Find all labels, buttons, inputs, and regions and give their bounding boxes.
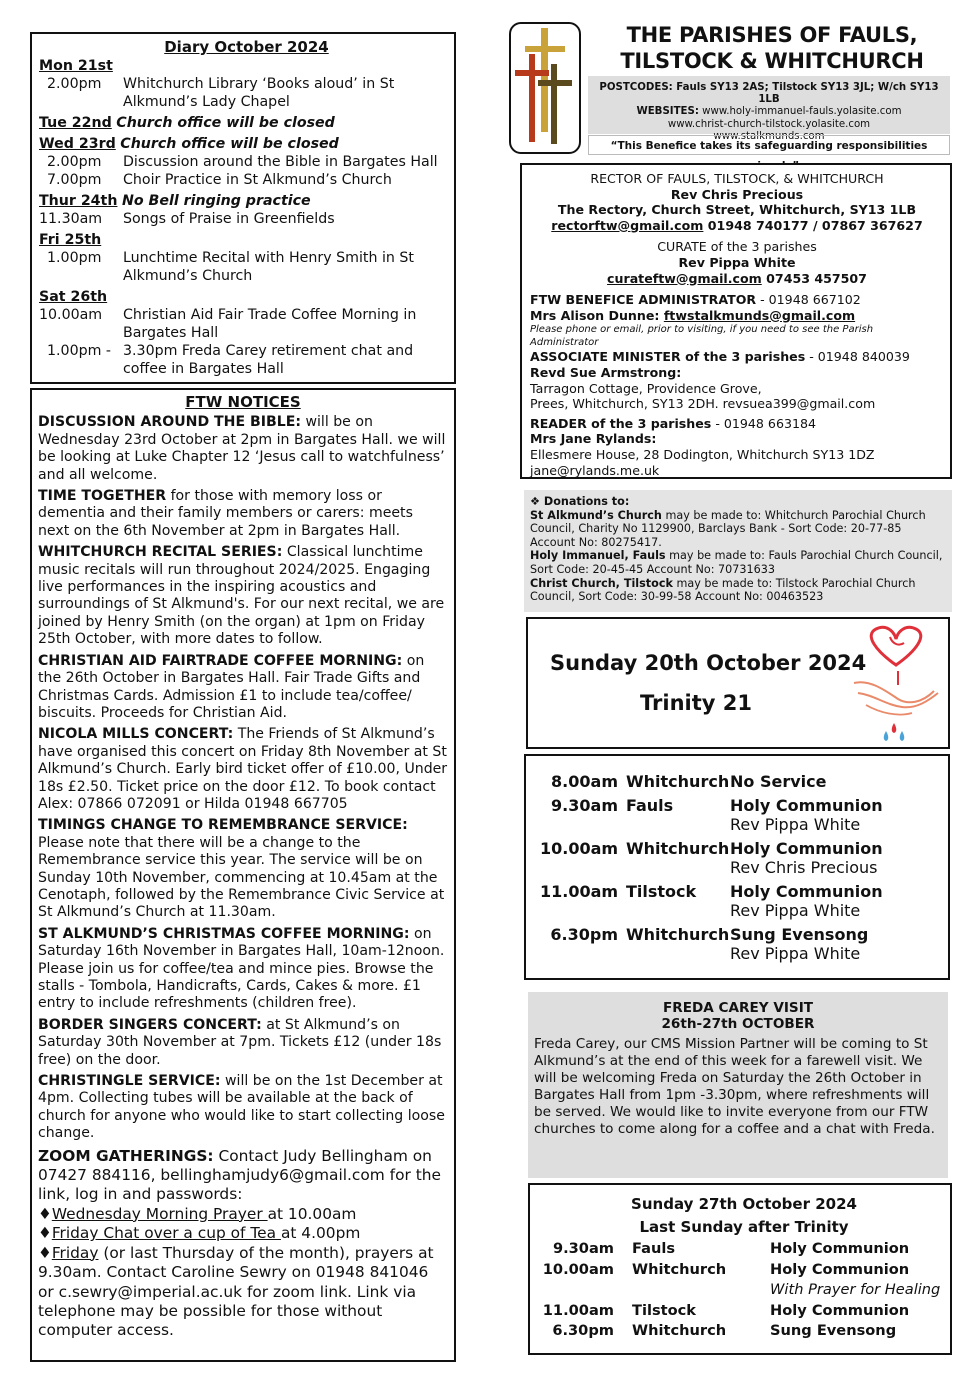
diary-text: Choir Practice in St Alkmund’s Church <box>123 172 392 188</box>
diary-box <box>30 32 456 384</box>
sunday-date: Sunday 27th October 2024 <box>631 1195 857 1213</box>
diary-note: Church office will be closed <box>116 115 335 131</box>
admin-email-link[interactable]: ftwstalkmunds@gmail.com <box>663 307 856 323</box>
diary-time: 7.00pm <box>47 172 102 188</box>
websites-label: WEBSITES: <box>636 106 699 118</box>
diary-day-label: Thur 24th <box>39 193 118 209</box>
service-name: Holy Communion <box>770 1260 910 1278</box>
service-row <box>538 1260 950 1281</box>
bullet-icon: ♦ <box>38 1243 52 1262</box>
freda-body: Freda Carey, our CMS Mission Partner will be coming to St Alkmund’s at the end of this week for a farewell visit. We will be welcoming Freda on Saturday the 26th October in Bargates Hall from 1pm -3.30pm, where refreshments will be served. We would like to invite everyone from our FTW churches to come along for a coffee and a chat with Freda. <box>534 1036 935 1137</box>
diary-text: Discussion around the Bible in Bargates Hall <box>123 154 438 170</box>
freda-title: FREDA CAREY VISIT <box>662 1000 814 1016</box>
service-place: Fauls <box>632 1240 676 1257</box>
service-name: No Service <box>730 772 827 791</box>
notice-body: Please note that there will be a change to the Remembrance service this year. The service will be on Sunday 10th November, commencing at 10.45am at the Cenotaph, followed by the Remembrance Civic Service at St Alkmund’s Church at 11.30am. <box>38 834 445 921</box>
diary-day <box>39 135 454 189</box>
info-panel <box>588 76 950 142</box>
service-row <box>540 772 948 792</box>
service-name: Holy Communion <box>770 1301 910 1319</box>
curate-title: CURATE of the 3 parishes <box>657 239 817 255</box>
notice-item <box>38 414 448 484</box>
service-name: Holy Communion <box>730 838 883 858</box>
service-place: Whitchurch <box>626 838 730 858</box>
service-row <box>538 1239 950 1260</box>
website-link[interactable]: www.christ-church-tilstock.yolasite.com <box>667 118 871 130</box>
notice-item <box>38 488 448 540</box>
sunday-27-box <box>528 1183 952 1355</box>
freda-visit-panel <box>528 992 948 1178</box>
diary-note: No Bell ringing practice <box>121 193 311 209</box>
curate-email-link[interactable]: curateftw@gmail.com <box>607 270 762 286</box>
diary-day-label: Mon 21st <box>39 58 113 74</box>
title-line: THE PARISHES OF FAULS, <box>626 23 918 47</box>
sunday-date: Sunday 20th October 2024 <box>550 651 867 675</box>
service-time: 6.30pm <box>552 1322 614 1340</box>
zoom-link-friday-prayers[interactable]: Friday <box>51 1243 99 1262</box>
notice-head: ST ALKMUND’S CHRISTMAS COFFEE MORNING: <box>38 925 410 942</box>
safeguarding-tagline: “This Benefice takes its safeguarding responsibilities <box>588 135 950 155</box>
notice-item <box>38 653 448 723</box>
diary-day-label: Tue 22nd <box>39 115 112 131</box>
notice-item <box>38 1073 448 1143</box>
service-time: 10.00am <box>540 838 619 858</box>
rector-name: Rev Chris Precious <box>670 186 804 202</box>
service-place: Whitchurch <box>626 772 730 791</box>
diary-day <box>39 114 454 132</box>
assoc-address: Prees, Whitchurch, SY13 2DH. revsuea399@gmail.com <box>530 396 876 412</box>
service-place: Tilstock <box>626 881 697 901</box>
curate-name: Rev Pippa White <box>678 254 796 270</box>
heart-hands-icon <box>846 621 946 747</box>
notice-head: TIME TOGETHER <box>38 488 167 505</box>
service-place: Whitchurch <box>632 1322 727 1340</box>
donation-item <box>530 509 946 550</box>
diary-day <box>39 231 454 285</box>
reader-phone: - 01948 663184 <box>711 415 817 431</box>
rector-email-link[interactable]: rectorftw@gmail.com <box>551 217 704 233</box>
notice-item <box>38 926 448 1013</box>
assoc-title: ASSOCIATE MINISTER of the 3 parishes <box>530 349 806 365</box>
admin-phone: - 01948 667102 <box>756 292 861 308</box>
service-name: Sung Evensong <box>730 924 869 944</box>
website-link[interactable]: www.stalkmunds.com <box>713 130 825 142</box>
rector-title: RECTOR OF FAULS, TILSTOCK, & WHITCHURCH <box>590 171 884 186</box>
diary-time: 2.00pm <box>47 154 102 170</box>
zoom-text: (or last Thursday of the month), prayers at 9.30am. Contact Caroline Sewry on 01948 841046 or c.sewry@imperial.ac.uk for zoom link. Link via telephone may be possible for those without computer access. <box>38 1243 434 1340</box>
service-time: 9.30am <box>552 1240 614 1257</box>
rector-address: The Rectory, Church Street, Whitchurch, SY13 1LB <box>557 202 917 218</box>
admin-note: Please phone or email, prior to visiting, if you need to see the Parish Administrator <box>530 324 874 349</box>
service-time: 11.00am <box>542 1301 614 1319</box>
service-row <box>540 796 948 835</box>
donation-text: may be made to: Tilstock Parochial Church Council, Sort Code: 30-99-58 Account No: 00463523 <box>530 576 916 604</box>
diary-day-label: Wed 23rd <box>39 136 116 152</box>
notice-body: on the 26th October in Bargates Hall. Fair Trade Gifts and Christmas Cards. Admission £1 to include tea/coffee/ biscuits. Proceeds for Christian Aid. <box>38 652 425 721</box>
notice-head: DISCUSSION AROUND THE BIBLE: <box>38 414 301 431</box>
diary-time: 1.00pm <box>47 250 102 266</box>
title-line: TILSTOCK & WHITCHURCH <box>620 49 924 73</box>
crosses-icon <box>511 24 578 151</box>
notice-head: BORDER SINGERS CONCERT: <box>38 1016 262 1033</box>
service-row <box>538 1301 950 1322</box>
service-minister: Rev Pippa White <box>730 901 861 920</box>
service-note: With Prayer for Healing <box>770 1281 941 1299</box>
diary-time: 2.00pm <box>47 76 102 92</box>
service-name: Holy Communion <box>770 1240 910 1257</box>
service-name: Holy Communion <box>730 881 883 901</box>
diary-note: Church office will be closed <box>120 136 339 152</box>
page-title <box>590 22 954 74</box>
notice-item <box>38 726 448 813</box>
notice-body: The Friends of St Alkmund’s have organised this concert on Friday 8th November at St Alkmund’s Church. Early bird ticket offer of £10.00, Under 18s £2.50. Ticket price on the door £12. To book contact Alex: 07866 072091 or Hilda 01948 667705 <box>38 726 448 812</box>
diary-text: Christian Aid Fair Trade Coffee Morning in Bargates Hall <box>123 307 417 341</box>
diary-day <box>39 57 454 111</box>
crosses-logo <box>509 22 581 154</box>
notice-head: ZOOM GATHERINGS: <box>38 1146 214 1165</box>
sunday-20-services <box>524 754 950 980</box>
service-name: Holy Communion <box>730 795 883 815</box>
notice-body: Contact Judy Bellingham on 07427 884116, bellinghamjudy6@gmail.com for the link, log in and passwords: <box>38 1146 441 1204</box>
service-row <box>538 1321 950 1342</box>
service-time: 9.30am <box>551 795 618 815</box>
zoom-link-wednesday-prayer[interactable]: Wednesday Morning Prayer <box>51 1204 268 1223</box>
diary-time: 11.30am <box>39 211 103 227</box>
notice-body: on Saturday 16th November in Bargates Hall, 10am-12noon. Please join us for coffee/tea and mince pies. Browse the stalls - Tombola, Handicrafts, Cards, Cakes & more. £1 entry to include refreshments (children free). <box>38 925 445 1012</box>
service-time: 6.30pm <box>550 924 618 944</box>
service-minister: Rev Pippa White <box>730 815 861 834</box>
assoc-phone: - 01948 840039 <box>805 349 910 365</box>
service-minister: Rev Chris Precious <box>730 858 878 877</box>
service-time: 8.00am <box>551 772 618 791</box>
assoc-name: Revd Sue Armstrong: <box>530 364 682 380</box>
zoom-link-friday-chat[interactable]: Friday Chat over a cup of Tea <box>51 1224 281 1243</box>
contacts-box <box>520 163 952 479</box>
notices-box <box>30 388 456 1362</box>
diary-day <box>39 192 454 228</box>
service-place: Whitchurch <box>626 924 730 944</box>
diary-text: Songs of Praise in Greenfields <box>123 211 335 227</box>
admin-name: Mrs Alison Dunne: <box>530 307 664 323</box>
notice-head: CHRISTINGLE SERVICE: <box>38 1073 221 1090</box>
notice-item <box>38 817 448 921</box>
service-place: Tilstock <box>632 1301 697 1319</box>
donation-item <box>530 549 946 576</box>
bullet-icon: ♦ <box>38 1204 52 1223</box>
notice-body: will be on the 1st December at 4pm. Collecting tubes will be available at the back of church for anyone who would like to start collecting loose change. <box>38 1073 445 1142</box>
sunday-20-box <box>526 617 950 749</box>
notice-head: CHRISTIAN AID FAIRTRADE COFFEE MORNING: <box>38 652 403 669</box>
donation-text: may be made to: Whitchurch Parochial Church Council, Charity No 1129900, Barclays Bank - Sort Code: 20-77-85 Account No: 80275417. <box>530 508 926 549</box>
admin-title: FTW BENEFICE ADMINISTRATOR <box>530 292 757 308</box>
reader-address: Ellesmere House, 28 Dodington, Whitchurch SY13 1DZ <box>530 446 875 462</box>
notice-body: will be on Wednesday 23rd October at 2pm in Bargates Hall. we will be looking at Luke Chapter 12 ‘Jesus call to watchfulness’ and all welcome. <box>38 414 446 483</box>
service-place: Whitchurch <box>632 1260 727 1278</box>
notice-item <box>38 544 448 648</box>
donations-title: ❖ Donations to: <box>530 495 630 508</box>
diary-time: 1.00pm - <box>47 343 112 359</box>
diary-title: Diary October 2024 <box>164 38 329 56</box>
diary-day <box>39 288 454 378</box>
rector-phone: 01948 740177 / 07867 367627 <box>703 217 923 233</box>
donations-panel <box>524 490 952 612</box>
curate-phone: 07453 457507 <box>761 270 867 286</box>
diary-day-label: Fri 25th <box>39 232 102 248</box>
notice-body: at St Alkmund’s on Saturday 30th November at 7pm. Tickets £12 (under 18s free) on the door. <box>38 1016 442 1068</box>
reader-email[interactable]: jane@rylands.me.uk <box>530 462 660 478</box>
service-minister: Rev Pippa White <box>730 944 861 963</box>
diary-text: Lunchtime Recital with Henry Smith in St Alkmund’s Church <box>123 250 414 284</box>
notice-head: TIMINGS CHANGE TO REMEMBRANCE SERVICE: <box>38 817 408 834</box>
notice-head: WHITCHURCH RECITAL SERIES: <box>38 544 283 561</box>
donation-church: Holy Immanuel, Fauls <box>530 549 666 563</box>
service-place: Fauls <box>626 795 674 815</box>
notice-body: for those with memory loss or dementia and their family members or carers: meets next on the 6th November at 2pm in Bargates Hall. <box>38 488 413 539</box>
zoom-time: at 4.00pm <box>280 1224 361 1243</box>
postcodes: POSTCODES: Fauls SY13 2AS; Tilstock SY13 3JL; W/ch SY13 1LB <box>599 82 939 106</box>
reader-name: Mrs Jane Rylands: <box>530 431 657 447</box>
diary-text: Whitchurch Library ‘Books aloud’ in St Alkmund’s Lady Chapel <box>123 76 395 110</box>
sunday-name: Last Sunday after Trinity <box>639 1218 849 1236</box>
assoc-address: Tarragon Cottage, Providence Grove, <box>530 380 762 396</box>
service-time: 10.00am <box>542 1260 614 1278</box>
notice-head: NICOLA MILLS CONCERT: <box>38 726 234 743</box>
service-row <box>540 882 948 921</box>
zoom-time: at 10.00am <box>267 1204 357 1223</box>
notice-body: Classical lunchtime music recitals will run throughout 2024/2025. Engaging live performances in the inspiring acoustics and surroundings of St Alkmund's. For our next recital, we are joined by Henry Smith (on the organ) at 1pm on Friday 25th October, with more dates to follow. <box>38 544 445 648</box>
donation-text: may be made to: Fauls Parochial Church Council, Sort Code: 20-45-45 Account No: 70731633 <box>530 549 943 576</box>
zoom-gatherings <box>38 1147 448 1341</box>
freda-dates: 26th-27th OCTOBER <box>661 1016 815 1032</box>
service-row <box>540 839 948 878</box>
service-name: Sung Evensong <box>770 1322 897 1340</box>
notices-title: FTW NOTICES <box>185 393 301 411</box>
donation-church: Christ Church, Tilstock <box>530 576 673 590</box>
reader-title: READER of the 3 parishes <box>530 415 712 431</box>
service-time: 11.00am <box>540 881 619 901</box>
diary-time: 10.00am <box>39 307 103 323</box>
diary-day-label: Sat 26th <box>39 289 108 305</box>
notice-item <box>38 1017 448 1069</box>
bullet-icon: ♦ <box>38 1224 52 1243</box>
website-link[interactable]: www.holy-immanuel-fauls.yolasite.com <box>702 106 902 118</box>
service-row <box>540 925 948 964</box>
diary-text: 3.30pm Freda Carey retirement chat and coffee in Bargates Hall <box>123 343 414 377</box>
donation-church: St Alkmund’s Church <box>530 508 662 522</box>
sunday-name: Trinity 21 <box>640 691 752 715</box>
donation-item <box>530 577 946 604</box>
service-note-row <box>538 1280 950 1301</box>
